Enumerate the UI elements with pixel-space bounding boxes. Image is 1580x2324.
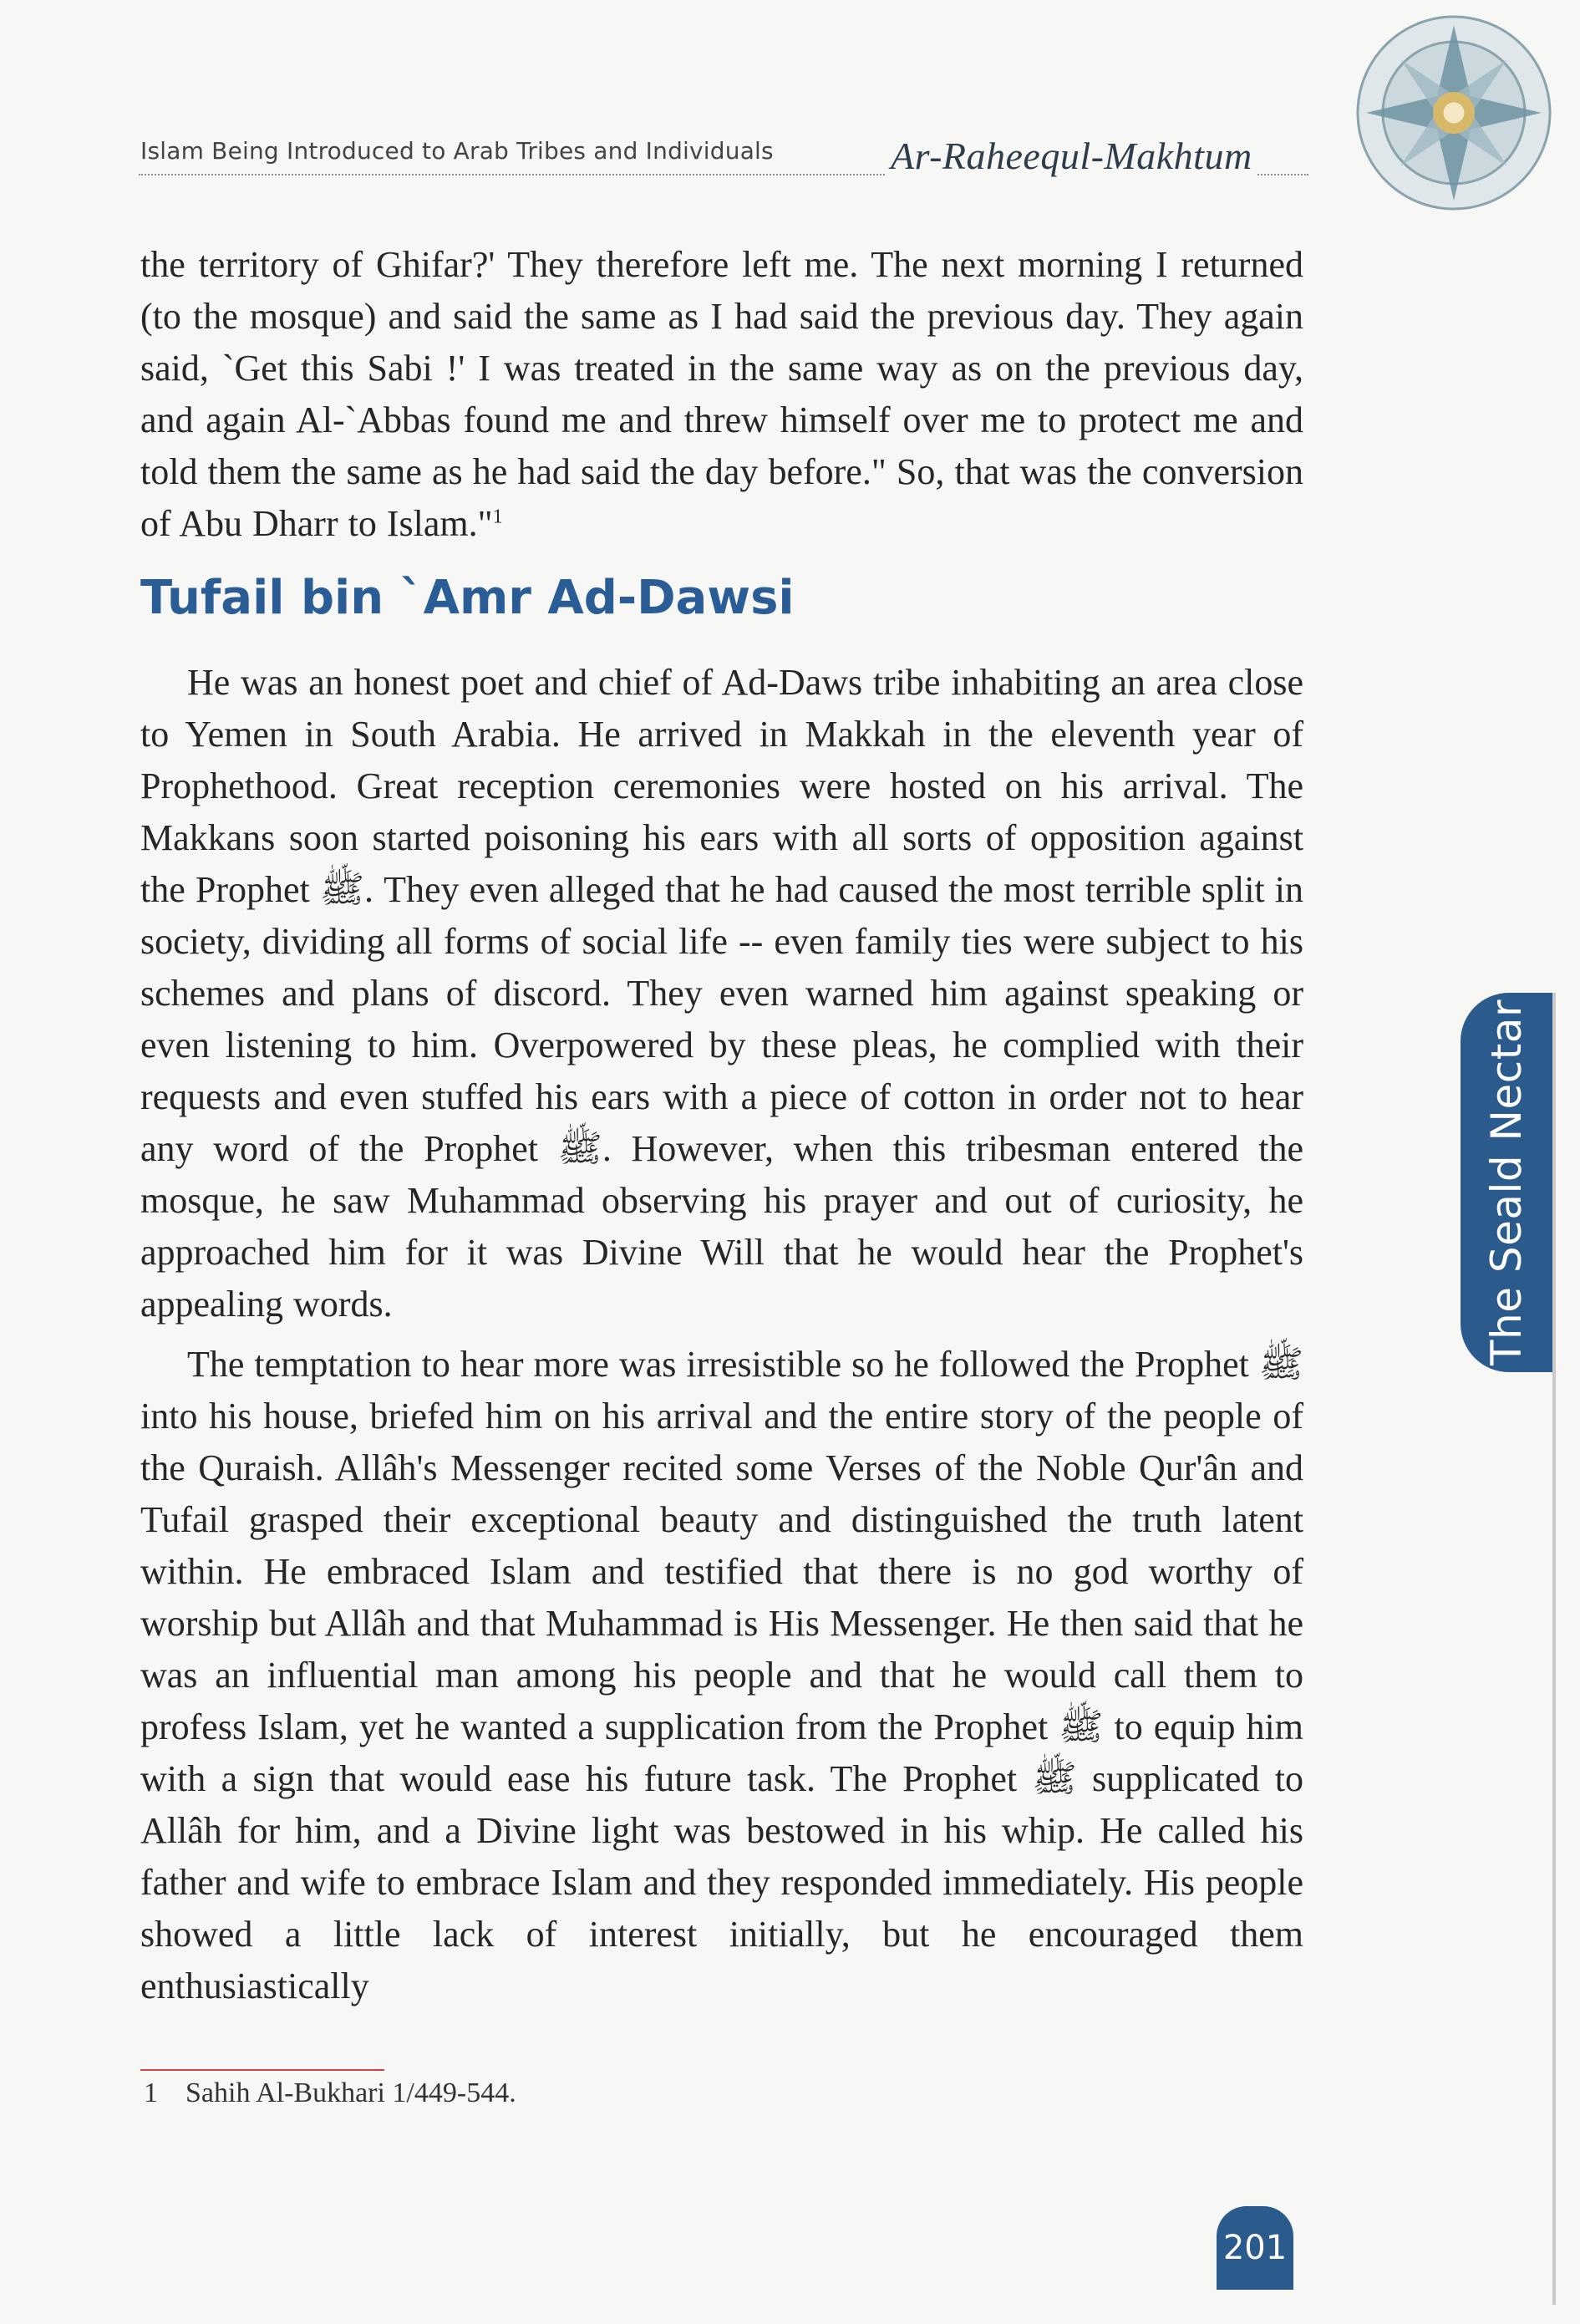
body-paragraph: The temptation to hear more was irresistible so he followed the Prophet ﷺ into his house, briefed him on his arrival and the entire story of the people of the Quraish. Allâh's Messenger recited some Verses of the Noble Qur'ân and Tufail grasped their exceptional beauty and distinguished the truth latent within. He embraced Islam and testified that there is no god worthy of worship but Allâh and that Muhammad is His Messenger. He then said that he was an influential man among his people and that he would call them to profess Islam, yet he wanted a supplication from the Prophet ﷺ to equip him with a sign that would ease his future task. The Prophet ﷺ supplicated to Allâh for him, and a Divine light was bestowed in his whip. He called his father and wife to embrace Islam and they responded immediately. His people showed a little lack of interest initially, but he encouraged them enthusiastically [140,1344,1303,2006]
footnote-separator [140,2069,384,2071]
footnote-text: Sahih Al-Bukhari 1/449-544. [185,2077,516,2108]
section-heading: Tufail bin `Amr Ad-Dawsi [140,571,795,625]
body-paragraph [140,239,1303,550]
geometric-ornament-icon [1349,8,1558,217]
page-edge-rule [1552,993,1556,2305]
paragraph-text: the territory of Ghifar?' They therefore left me. The next morning I returned (to the mosque) and said the same as I had said the previous day. They again said, `Get this Sabi !' I was treated in the same way as on the previous day, and again Al-`Abbas found me and threw himself over me to protect me and told them the same as he had said the day before." So, that was the conversion of Abu Dharr to Islam." [140,244,1303,544]
side-tab [1461,993,1552,1372]
body-paragraph: He was an honest poet and chief of Ad-Daws tribe inhabiting an area close to Yemen in South Arabia. He arrived in Makkah in the eleventh year of Prophethood. Great reception ceremonies were hosted on his arrival. The Makkans soon started poisoning his ears with all sorts of opposition against the Prophet ﷺ. They even alleged that he had caused the most terrible split in society, dividing all forms of social life -- even family ties were subject to his schemes and plans of discord. They even warned him against speaking or even listening to him. Overpowered by these pleas, he complied with their requests and even stuffed his ears with a piece of cotton in order not to hear any word of the Prophet ﷺ. However, when this tribesman entered the mosque, he saw Muhammad observing his prayer and out of curiosity, he approached him for it was Divine Will that he would hear the Prophet's appealing words. [140,662,1303,1325]
footnote [144,2077,516,2109]
footnote-number: 1 [144,2077,158,2108]
running-head-book-title: Ar-Raheequl-Makhtum [886,134,1257,178]
page-number: 201 [1222,2229,1288,2267]
footnote-reference[interactable]: 1 [492,506,503,528]
page-number-badge [1217,2206,1293,2290]
side-tab-label: The Seald Nectar [1482,999,1531,1366]
main-text-column [140,239,1303,2012]
running-head-chapter-title: Islam Being Introduced to Arab Tribes and Individuals [140,137,774,165]
